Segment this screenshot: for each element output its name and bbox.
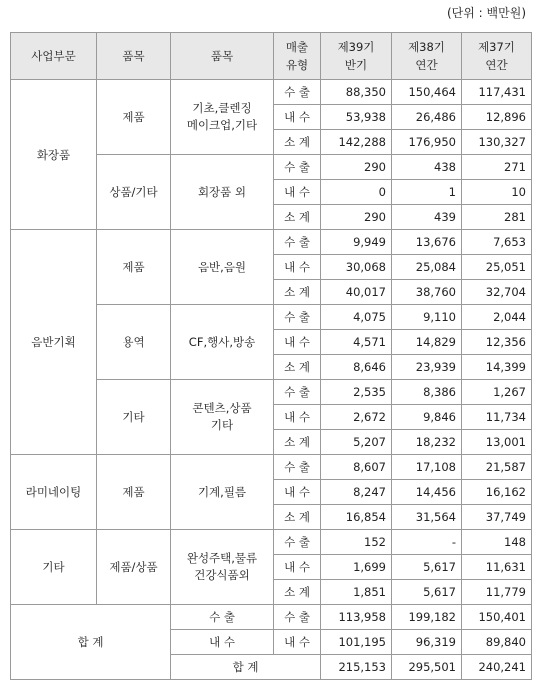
type-cell: 소 계 <box>274 355 321 380</box>
table-row <box>11 80 532 105</box>
value-cell: 117,431 <box>462 80 532 105</box>
value-cell: 18,232 <box>392 430 462 455</box>
header-sales-type-line1: 매출 <box>285 40 309 54</box>
type-cell: 수 출 <box>274 230 321 255</box>
value-cell: 150,464 <box>392 80 462 105</box>
value-cell: 16,162 <box>462 480 532 505</box>
value-cell: 290 <box>321 205 392 230</box>
header-period-39-line2: 반기 <box>344 58 368 72</box>
value-cell: 1,267 <box>462 380 532 405</box>
value-cell: 37,749 <box>462 505 532 530</box>
type-cell: 수 출 <box>274 530 321 555</box>
item-cell: 제품 <box>97 455 171 530</box>
item-detail-line: 건강식품외 <box>194 568 250 582</box>
value-cell: 240,241 <box>462 655 532 680</box>
value-cell: 23,939 <box>392 355 462 380</box>
value-cell: 25,051 <box>462 255 532 280</box>
type-cell: 내 수 <box>274 405 321 430</box>
value-cell: 14,829 <box>392 330 462 355</box>
value-cell: 89,840 <box>462 630 532 655</box>
item-detail-line: 기타 <box>210 418 234 432</box>
type-cell: 소 계 <box>274 430 321 455</box>
value-cell: 17,108 <box>392 455 462 480</box>
value-cell: 295,501 <box>392 655 462 680</box>
value-cell: 176,950 <box>392 130 462 155</box>
value-cell: 271 <box>462 155 532 180</box>
value-cell: 150,401 <box>462 605 532 630</box>
table-row <box>11 530 532 555</box>
value-cell: 11,734 <box>462 405 532 430</box>
value-cell: 438 <box>392 155 462 180</box>
value-cell: - <box>392 530 462 555</box>
value-cell: 21,587 <box>462 455 532 480</box>
value-cell: 11,631 <box>462 555 532 580</box>
value-cell: 9,110 <box>392 305 462 330</box>
value-cell: 12,896 <box>462 105 532 130</box>
value-cell: 281 <box>462 205 532 230</box>
header-period-38-line1: 제38기 <box>408 40 445 54</box>
header-period-37 <box>462 33 532 80</box>
value-cell: 25,084 <box>392 255 462 280</box>
type-cell: 수 출 <box>274 380 321 405</box>
table-row <box>11 455 532 480</box>
value-cell: 1,699 <box>321 555 392 580</box>
value-cell: 88,350 <box>321 80 392 105</box>
total-export-label: 수 출 <box>171 605 274 630</box>
value-cell: 12,356 <box>462 330 532 355</box>
value-cell: 290 <box>321 155 392 180</box>
type-cell: 내 수 <box>274 180 321 205</box>
value-cell: 10 <box>462 180 532 205</box>
division-cell: 기타 <box>11 530 97 605</box>
header-sales-type-line2: 유형 <box>285 58 309 72</box>
value-cell: 96,319 <box>392 630 462 655</box>
item-cell: 제품/상품 <box>97 530 171 605</box>
value-cell: 152 <box>321 530 392 555</box>
value-cell: 130,327 <box>462 130 532 155</box>
type-cell: 수 출 <box>274 305 321 330</box>
value-cell: 53,938 <box>321 105 392 130</box>
header-division: 사업부문 <box>11 33 97 80</box>
type-cell: 내 수 <box>274 255 321 280</box>
type-cell: 내 수 <box>274 555 321 580</box>
item-detail-cell <box>171 380 274 455</box>
value-cell: 215,153 <box>321 655 392 680</box>
value-cell: 14,399 <box>462 355 532 380</box>
type-cell: 수 출 <box>274 455 321 480</box>
value-cell: 1,851 <box>321 580 392 605</box>
header-item-detail: 품목 <box>171 33 274 80</box>
item-detail-cell: 기계,필름 <box>171 455 274 530</box>
type-cell: 수 출 <box>274 155 321 180</box>
value-cell: 1 <box>392 180 462 205</box>
header-period-39-line1: 제39기 <box>337 40 375 54</box>
item-detail-line: 완성주택,물류 <box>186 551 258 565</box>
value-cell: 26,486 <box>392 105 462 130</box>
item-detail-cell <box>171 530 274 605</box>
item-cell: 용역 <box>97 305 171 380</box>
value-cell: 16,854 <box>321 505 392 530</box>
header-period-38-line2: 연간 <box>415 58 438 72</box>
division-cell: 화장품 <box>11 80 97 230</box>
item-cell: 제품 <box>97 230 171 305</box>
value-cell: 32,704 <box>462 280 532 305</box>
value-cell: 8,607 <box>321 455 392 480</box>
value-cell: 7,653 <box>462 230 532 255</box>
item-detail-cell <box>171 80 274 155</box>
header-period-37-line1: 제37기 <box>478 40 515 54</box>
division-cell: 음반기획 <box>11 230 97 455</box>
division-cell: 라미네이팅 <box>11 455 97 530</box>
value-cell: 14,456 <box>392 480 462 505</box>
value-cell: 40,017 <box>321 280 392 305</box>
header-row <box>11 33 532 80</box>
value-cell: 9,949 <box>321 230 392 255</box>
item-detail-cell: CF,행사,방송 <box>171 305 274 380</box>
unit-label: (단위 : 백만원) <box>447 6 526 20</box>
item-detail-cell: 음반,음원 <box>171 230 274 305</box>
value-cell: 8,386 <box>392 380 462 405</box>
header-period-38 <box>392 33 462 80</box>
total-domestic-label: 내 수 <box>171 630 274 655</box>
value-cell: 4,075 <box>321 305 392 330</box>
value-cell: 101,195 <box>321 630 392 655</box>
total-label-cell: 합 계 <box>11 605 171 680</box>
value-cell: 13,676 <box>392 230 462 255</box>
value-cell: 148 <box>462 530 532 555</box>
item-detail-cell: 회장품 외 <box>171 155 274 230</box>
value-cell: 2,672 <box>321 405 392 430</box>
sales-table <box>10 32 532 680</box>
value-cell: 142,288 <box>321 130 392 155</box>
value-cell: 13,001 <box>462 430 532 455</box>
type-cell: 내 수 <box>274 630 321 655</box>
type-cell: 내 수 <box>274 105 321 130</box>
value-cell: 8,247 <box>321 480 392 505</box>
type-cell: 수 출 <box>274 605 321 630</box>
item-detail-line: 메이크업,기타 <box>186 118 258 132</box>
value-cell: 11,779 <box>462 580 532 605</box>
value-cell: 9,846 <box>392 405 462 430</box>
item-detail-line: 콘텐츠,상품 <box>192 401 252 415</box>
value-cell: 2,044 <box>462 305 532 330</box>
type-cell: 소 계 <box>274 280 321 305</box>
type-cell: 소 계 <box>274 580 321 605</box>
item-cell: 기타 <box>97 380 171 455</box>
table-row <box>11 230 532 255</box>
value-cell: 5,617 <box>392 555 462 580</box>
value-cell: 113,958 <box>321 605 392 630</box>
value-cell: 0 <box>321 180 392 205</box>
type-cell: 수 출 <box>274 80 321 105</box>
item-cell: 상품/기타 <box>97 155 171 230</box>
header-item: 품목 <box>97 33 171 80</box>
value-cell: 8,646 <box>321 355 392 380</box>
type-cell: 소 계 <box>274 205 321 230</box>
header-period-39 <box>321 33 392 80</box>
value-cell: 199,182 <box>392 605 462 630</box>
value-cell: 5,617 <box>392 580 462 605</box>
value-cell: 31,564 <box>392 505 462 530</box>
value-cell: 38,760 <box>392 280 462 305</box>
header-sales-type <box>274 33 321 80</box>
type-cell: 소 계 <box>274 130 321 155</box>
type-cell: 내 수 <box>274 330 321 355</box>
value-cell: 5,207 <box>321 430 392 455</box>
value-cell: 2,535 <box>321 380 392 405</box>
type-cell: 내 수 <box>274 480 321 505</box>
grand-total-label: 합 계 <box>171 655 321 680</box>
total-row-export <box>11 605 532 630</box>
item-cell: 제품 <box>97 80 171 155</box>
value-cell: 30,068 <box>321 255 392 280</box>
value-cell: 439 <box>392 205 462 230</box>
type-cell: 소 계 <box>274 505 321 530</box>
item-detail-line: 기초,클렌징 <box>192 101 252 115</box>
header-period-37-line2: 연간 <box>485 58 508 72</box>
value-cell: 4,571 <box>321 330 392 355</box>
